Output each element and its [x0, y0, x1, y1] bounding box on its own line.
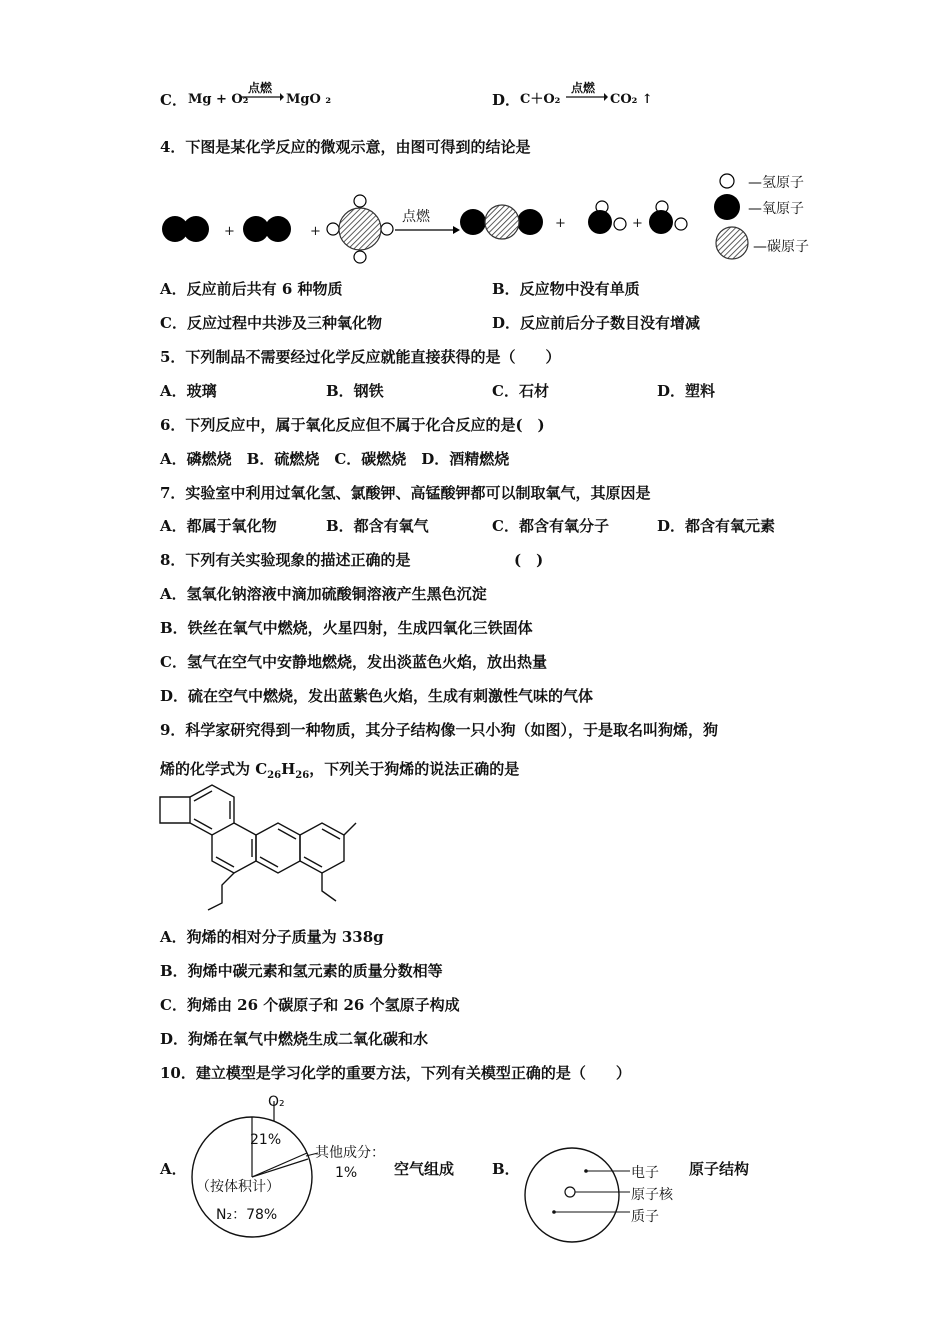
q3-option-d-label: D．: [492, 91, 521, 109]
q5-option-d: D．塑料: [657, 382, 716, 400]
q7-stem: 7．实验室中利用过氧化氢、氯酸钾、高锰酸钾都可以制取氧气，其原因是: [160, 484, 651, 502]
q4-legend-carbon: —碳原子: [753, 239, 809, 255]
atom-proton-label: 质子: [631, 1209, 659, 1225]
ch4-molecule: [327, 195, 393, 263]
atom-electron-label: 电子: [631, 1165, 659, 1181]
q9-stem-line2: 烯的化学式为 $C_{26}H_{26}$，下列关于狗烯的说法正确的是: [160, 760, 520, 781]
q9-option-c: C．狗烯由 26 个碳原子和 26 个氢原子构成: [160, 996, 460, 1014]
co2-molecule: [460, 205, 543, 239]
q8-option-d: D．硫在空气中燃烧，发出蓝紫色火焰，生成有刺激性气味的气体: [160, 687, 594, 705]
q10-option-b-caption: 原子结构: [689, 1160, 750, 1178]
q4-plus-4: +: [632, 216, 643, 231]
q4-option-b: B．反应物中没有单质: [492, 280, 640, 298]
pie-basis-note: （按体积计）: [196, 1179, 280, 1195]
q3-option-d-condition: 点燃: [571, 81, 596, 95]
q4-reaction-diagram: [155, 170, 715, 260]
h2o-molecule-1: [588, 201, 626, 234]
q7-option-a: A．都属于氧化物: [160, 517, 277, 535]
q4-stem: 4．下图是某化学反应的微观示意，由图可得到的结论是: [160, 138, 531, 156]
q3-option-c-rhs: MgO ₂: [286, 92, 332, 107]
q10-option-a-label: A．: [160, 1160, 187, 1178]
q4-arrow-condition: 点燃: [402, 209, 430, 225]
atom-nucleus-label: 原子核: [631, 1187, 673, 1203]
q4-plus-1: +: [224, 224, 235, 239]
pie-n2-label: N₂：78%: [216, 1207, 278, 1223]
q4-option-c: C．反应过程中共涉及三种氧化物: [160, 314, 382, 332]
q8-answer-bracket: ( ): [514, 551, 544, 569]
q10-option-b-label: B．: [492, 1160, 520, 1178]
pie-o2-percent: 21%: [250, 1132, 282, 1148]
q8-option-b: B．铁丝在氧气中燃烧，火星四射，生成四氧化三铁固体: [160, 619, 533, 637]
q10-stem: 10．建立模型是学习化学的重要方法，下列有关模型正确的是（ ）: [160, 1064, 631, 1082]
q4-legend-hydrogen: —氢原子: [748, 175, 804, 191]
q8-stem: 8．下列有关实验现象的描述正确的是: [160, 551, 411, 569]
q6-stem: 6．下列反应中，属于氧化反应但不属于化合反应的是( ): [160, 416, 545, 434]
q4-plus-3: +: [555, 216, 566, 231]
q3-option-c-label: C．: [160, 91, 187, 109]
q7-option-c: C．都含有氧分子: [492, 517, 609, 535]
q3-option-d-rhs: CO₂ ↑: [610, 92, 653, 107]
h2o-molecule-2: [649, 201, 687, 234]
q7-option-b: B．都含有氧气: [326, 517, 429, 535]
q8-option-a: A．氢氧化钠溶液中滴加硫酸铜溶液产生黑色沉淀: [160, 585, 487, 603]
q5-option-a: A．玻璃: [160, 382, 217, 400]
pie-other-label: 其他成分：: [315, 1145, 385, 1161]
doggy-ene-structure: [150, 785, 360, 910]
q3-option-c-lhs: Mg + O₂: [188, 92, 249, 107]
q9-stem-line1: 9．科学家研究得到一种物质，其分子结构像一只小狗（如图），于是取名叫狗烯，狗: [160, 721, 718, 739]
q9-option-a: A．狗烯的相对分子质量为 338g: [160, 928, 384, 946]
q4-option-a: A．反应前后共有 6 种物质: [160, 280, 343, 298]
q7-option-d: D．都含有氧元素: [657, 517, 776, 535]
q8-option-c: C．氢气在空气中安静地燃烧，发出淡蓝色火焰，放出热量: [160, 653, 547, 671]
q9-option-b: B．狗烯中碳元素和氢元素的质量分数相等: [160, 962, 443, 980]
reaction-arrow: [395, 226, 460, 234]
q5-option-b: B．钢铁: [326, 382, 384, 400]
o2-molecule-2: [243, 216, 291, 242]
q4-legend-oxygen: —氧原子: [748, 201, 804, 217]
pie-o2-label: O₂: [268, 1094, 285, 1110]
q9-option-d: D．狗烯在氧气中燃烧生成二氧化碳和水: [160, 1030, 429, 1048]
q4-plus-2: +: [310, 224, 321, 239]
q3-option-c-arrow: [242, 93, 284, 101]
q10-option-a-caption: 空气组成: [394, 1160, 455, 1178]
pie-other-percent: 1%: [335, 1165, 358, 1181]
o2-molecule-1: [162, 216, 209, 242]
q3-option-d-lhs: C＋O₂: [520, 92, 561, 107]
q6-options: A．磷燃烧 B．硫燃烧 C．碳燃烧 D．酒精燃烧: [160, 450, 510, 468]
q3-option-d-arrow: [566, 93, 608, 101]
q3-option-c-condition: 点燃: [248, 81, 273, 95]
q5-stem: 5．下列制品不需要经过化学反应就能直接获得的是（ ）: [160, 348, 561, 366]
q5-option-c: C．石材: [492, 382, 549, 400]
atom-structure-model: [520, 1145, 635, 1245]
q4-option-d: D．反应前后分子数目没有增减: [492, 314, 701, 332]
